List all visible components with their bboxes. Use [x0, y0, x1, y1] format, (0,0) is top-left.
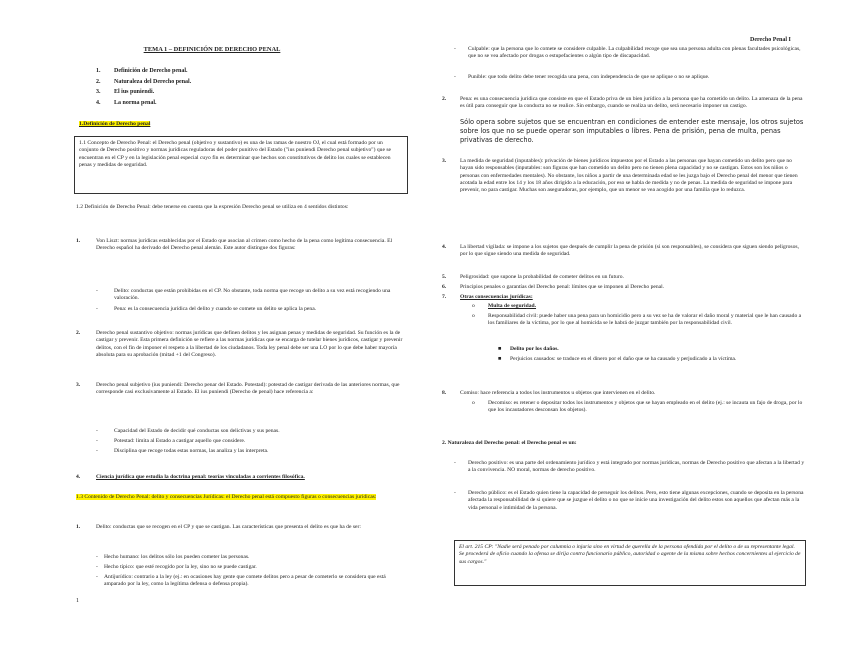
dash-bullet: -: [96, 306, 98, 312]
paragraph-1-3: 1.3 Contenido de Derecho Penal: delito y consecuencias Jurídicas: el Derecho penal está compuesto figuras o consecuencias jurídicas:: [76, 494, 377, 500]
list-item-derecho-publico: Derecho público: es el Estado quien tiene la capacidad de perseguir los delitos. Pero, esto tiene algunas excepciones, cuando se deposita en la persona afectada la responsabilidad de si quiere que se juzgue el delito o no que se inicie una investigación del delito estos son aquellos que afectan más a la vida personal e intimidad de la persona.: [468, 490, 804, 511]
list-item-3: Derecho penal subjetivo (ius puniendi: Derecho penar del Estado. Potestad): potestad de castigar derivada de las anteriores normas, que corresponde casi exclusivamente al Estado. El ius puniendi (Derecho de penal) hace referencia a:: [96, 382, 400, 396]
list-item-pena: Pena: es una consecuencia jurídica que consiste en que el Estado priva de un bien jurídico a la persona que ha cometido un delito. La amenaza de la pena es útil para conseguir que la conducta no se realice. Sin embargo, cuando se realiza un delito, será necesario imponer un castigo.: [460, 96, 803, 110]
dash-bullet: -: [454, 46, 456, 52]
list-item-delito-danos: Delito por los daños.: [510, 346, 559, 352]
page-title: TEMA 1 – DEFINICIÓN DE DERECHO PENAL: [143, 46, 281, 53]
circle-bullet: o: [472, 313, 475, 319]
dash-bullet: -: [454, 490, 456, 496]
dash-bullet: -: [96, 564, 98, 570]
list-item-perjuicios: Perjuicios causados: se traduce en el dinero por el daño que se ha causado y perjudicado a la víctima.: [510, 356, 737, 362]
list-item-culpable: Culpable: que la persona que lo comete se considere culpable. La culpabilidad recoge que sea una persona adulta con plenas facultades psicológicas, que no se vea afectado por drogas o estupefacientes o algún tipo de discapacidad.: [468, 46, 801, 60]
dash-bullet: -: [96, 448, 98, 454]
list-item-disciplina: Disciplina que recoge todas estas normas, las analiza y las interpreta.: [114, 448, 269, 454]
list-number: 3.: [76, 382, 81, 388]
list-number: 4.: [442, 244, 447, 250]
list-item-punible: Punible: que todo delito debe tener recogida una pena, con independencia de que se aplique o no se aplique.: [468, 74, 710, 80]
list-number: 1.: [76, 524, 81, 530]
paragraph-1-2: 1.2 Definición de Derecho Penal: debe tenerse en cuenta que la expresión Derecho penal se utiliza en 4 sentidos distintos:: [76, 204, 349, 210]
list-number: 2.: [442, 96, 447, 102]
list-item-4: Ciencia jurídica que estudia la doctrina penal: teorías vinculadas a corrientes filosófica.: [96, 474, 305, 480]
list-item-multa: Multa de seguridad.: [488, 303, 537, 309]
list-item-principios: Principios penales o garantías del Derecho penal: límites que se imponen al Derecho penal.: [460, 284, 665, 290]
list-item-responsabilidad-civil: Responsabilidad civil: puede haber una pena para un homicidio pero a su vez se ha de valorar el daño moral y material que le han causado a los familiares de la víctima, por lo que al homicida se le habrá de juzgar también por la responsabilidad civil.: [488, 313, 802, 327]
toc-item: 4. La norma penal.: [96, 99, 157, 106]
square-bullet: ■: [498, 356, 502, 362]
definition-box: 1.1 Concepto de Derecho Penal: el Derecho penal (objetivo y sustantivo) es una de las ramas de nuestro OJ, el cual está formado por un conjunto de Derecho positivo y normas jurídicas reguladoras del poder punitivo del Estado ("ius puniendi Derecho penal subjetivo") que se encuentran en el CP y en la legislación penal especial cuyo fin es determinar que hechos son constitutivos de delito los cuales se establecen penas y medidas de seguridad.: [74, 136, 408, 194]
list-number: 8.: [442, 390, 447, 396]
list-number: 5.: [442, 274, 447, 280]
list-item-delito-caracteristicas: Delito: conductas que se recogen en el CP y que se castigan. Las características que presenta el delito es que ha de ser:: [96, 524, 361, 530]
list-number: 3.: [442, 158, 447, 164]
section-heading: 1.Definición de Derecho penal: [79, 121, 151, 127]
list-number: 6.: [442, 284, 447, 290]
right-page: [424, 0, 848, 655]
list-item-peligrosidad: Peligrosidad: que supone la probabilidad de cometer delitos en un futuro.: [460, 274, 624, 280]
list-item-1: Von Liszt: normas jurídicas establecidas por el Estado que asocian al crimen como hecho de la pena como legítima consecuencia. El Derecho español ha derivado del Derecho penal alemán. Este autor distingue dos figuras:: [96, 238, 393, 252]
toc-item: 1. Definición de Derecho penal.: [96, 68, 188, 74]
dash-bullet: -: [454, 74, 456, 80]
dash-bullet: -: [96, 288, 98, 294]
pena-sans-note: Sólo opera sobre sujetos que se encuentran en condiciones de entender este mensaje, los otros sujetos sobre los que no se puede operar son imputables o libres. Pena de prisión, pena de multa, penas privativas de derecho.: [460, 118, 804, 144]
page-number: 1: [76, 598, 79, 604]
list-item-pena: Pena: es la consecuencia jurídica del delito y cuando se comete un delito se aplica la pena.: [114, 306, 317, 312]
list-item-potestad: Potestad: limita al Estado a castigar aquello que considere.: [114, 438, 246, 444]
dash-bullet: -: [96, 438, 98, 444]
dash-bullet: -: [96, 574, 98, 580]
list-item-derecho-positivo: Derecho positivo: es una parte del ordenamiento jurídico y está integrado por normas jurídicas, normas de Derecho positivo que afectan a la libertad y a la convivencia. NO moral, normas de derecho positivo.: [468, 460, 805, 474]
circle-bullet: o: [472, 400, 475, 406]
list-item-hecho-humano: Hecho humano: los delitos sólo los pueden cometer las personas.: [104, 554, 250, 560]
dash-bullet: -: [96, 428, 98, 434]
list-item-decomiso: Decomiso: es retener o depositar todos los instrumentos y objetos que se hayan empleado en el delito (ej.: se incauta un fajo de droga, por lo que los incautadores desconsan los objetos).: [488, 400, 803, 414]
article-215-box: El art. 215 CP: "Nadie será penado por calumnia o injuria sino en virtud de querella de la persona ofendida por el delito o de su representante legal. Se procederá de oficio cuando la ofensa se dirija contra funcionario público, autoridad o agente de la misma sobre hechos concernientes al ejercicio de sus cargos.": [454, 540, 806, 586]
list-item-antijuridico: Antijurídico: contrario a la ley (ej.: en ocasiones hay gente que comete delitos pero a pesar de cometerlo se considera que está amparado por la ley, como la legítima defensa o defensa propia).: [104, 574, 386, 588]
circle-bullet: o: [472, 303, 475, 309]
list-item-medida-seguridad: La medida de seguridad (inputables): privación de bienes jurídicos impuestos por el Estado a las personas que hayan cometido un delito pero que no hayan sido responsables (inputables: son figuras que han cometido un delito pero no tienen plena capacidad y no se castigan. Estos son los niños o personas con enfermedades mentales). No obstante, los niños a partir de una determinada edad se les juzga bajo el Derecho penal del menor que tienen acotada la edad entre los 14 y los 18 años dirigido a la educación, por eso se habla de medida y no de penas. La medida de seguridad se impone para prevenir, no para castigar. Muchas son aseguradoras, por ejemplo, que un menor se vea acogido por una familia que lo reduzca.: [460, 158, 798, 194]
list-number: 7.: [442, 294, 447, 300]
dash-bullet: -: [454, 460, 456, 466]
table-of-contents: [96, 66, 191, 108]
list-item-libertad-vigilada: La libertad vigilada: se impone a los sujetos que después de cumplir la pena de prisión (si son responsables), se considera que siguen siendo peligrosos, por lo que sigue siendo una medida de seguridad.: [460, 244, 799, 258]
section-2-heading: 2. Naturaleza del Derecho penal: el Derecho penal es un:: [442, 440, 577, 446]
running-header: Derecho Penal I: [750, 37, 791, 43]
square-bullet: ■: [498, 346, 502, 352]
toc-item: 2. Naturaleza del Derecho penal.: [96, 78, 192, 85]
toc-item: 3. El ius puniendi.: [96, 89, 155, 96]
list-number: 4.: [76, 474, 81, 480]
list-item-otras: Otras consecuencias jurídicas:: [460, 294, 533, 300]
dash-bullet: -: [96, 554, 98, 560]
list-item-capacidad: Capacidad del Estado de decidir qué conductas son delictivas y sus penas.: [114, 428, 280, 434]
list-item-comiso: Comiso: hace referencia a todos los instrumentos u objetos que intervienen en el delito.: [460, 390, 656, 396]
list-item-hecho-tipico: Hecho típico: que esté recogido por la ley, sino no se puede castigar.: [104, 564, 257, 570]
list-item-delito: Delito: conductas que están prohibidas en el CP. No obstante, toda norma que recoge un delito a su vez está recogiendo una valoración.: [114, 288, 391, 302]
list-item-2: Derecho penal sustantivo objetivo: normas jurídicas que definen delitos y les asignan penas y medidas de seguridad. Su función es la de castigar y prevenir. Esta primera definición se refiere a las normas jurídicas que se encarga de tutelar bienes jurídicos, castigar y prevenir delitos, con el fin de imponer el respeto a la libertad de los ciudadanos. Toda ley penal debe ser una LO por lo que debe haber mayoría absoluta para su aprobación (mitad +1 del Congreso).: [96, 330, 403, 358]
list-number: 2.: [76, 330, 81, 336]
list-number: 1.: [76, 238, 81, 244]
